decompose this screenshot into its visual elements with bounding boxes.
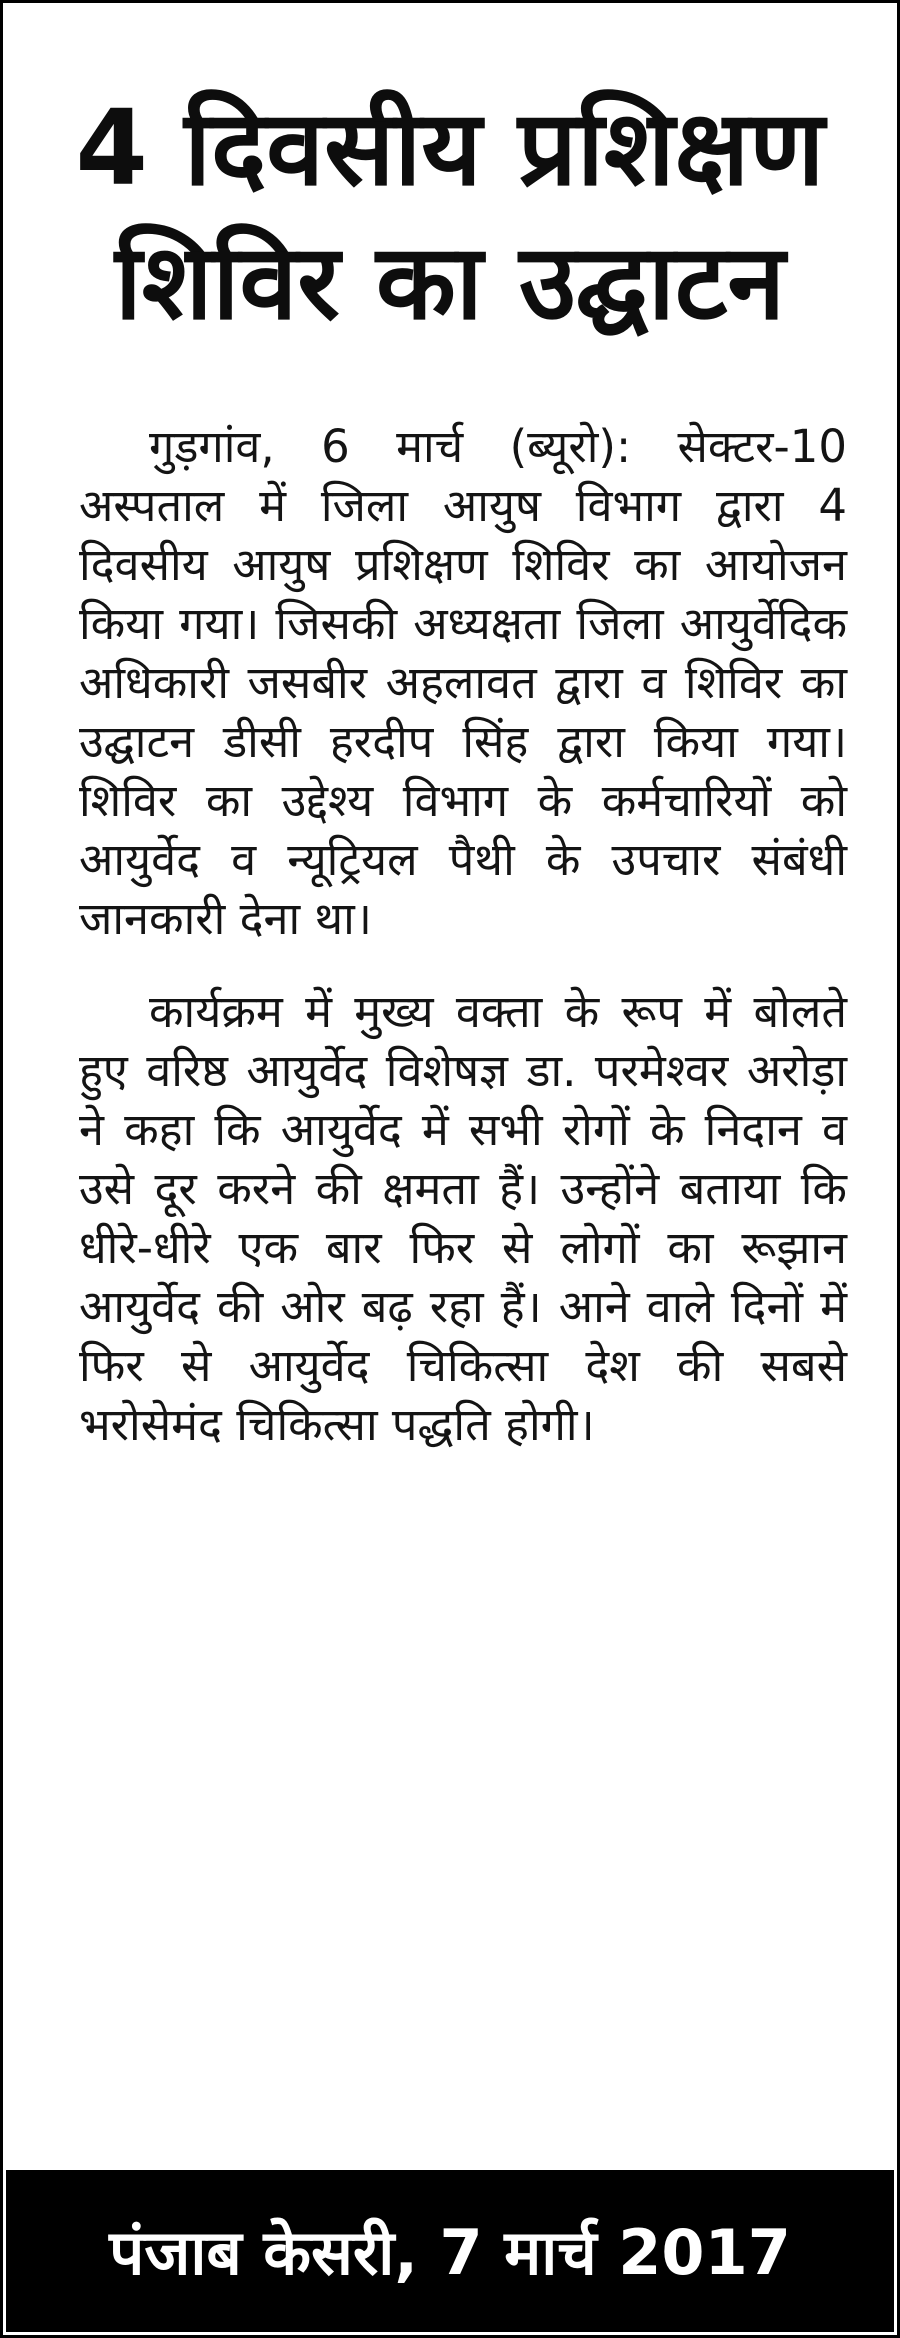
source-line: पंजाब केसरी, 7 मार्च 2017 — [109, 2216, 791, 2289]
headline-line-2: शिविर का उद्घाटन — [114, 221, 786, 343]
source-footer — [6, 2170, 894, 2332]
article-paragraph-1: गुड़गांव, 6 मार्च (ब्यूरो): सेक्टर-10 अस्पताल में जिला आयुष विभाग द्वारा 4 दिवसीय आयुष प्रशिक्षण शिविर का आयोजन किया गया। जिसकी अध्यक्षता जिला आयुर्वेदिक अधिकारी जसबीर अहलावत द्वारा व शिविर का उद्घाटन डीसी हरदीप सिंह द्वारा किया गया। शिविर का उद्देश्य विभाग के कर्मचारियों को आयुर्वेद व न्यूट्रियल पैथी के उपचार संबंधी जानकारी देना था। — [79, 420, 847, 945]
article-body — [79, 417, 847, 1454]
headline-line-1: 4 दिवसीय प्रशिक्षण — [75, 87, 825, 209]
article-paragraph-2: कार्यक्रम में मुख्य वक्ता के रूप में बोलते हुए वरिष्ठ आयुर्वेद विशेषज्ञ डा. परमेश्वर अरोड़ा ने कहा कि आयुर्वेद में सभी रोगों के निदान व उसे दूर करने की क्षमता हैं। उन्होंने बताया कि धीरे-धीरे एक बार फिर से लोगों का रूझान आयुर्वेद की ओर बढ़ रहा हैं। आने वाले दिनों में फिर से आयुर्वेद चिकित्सा देश की सबसे भरोसेमंद चिकित्सा पद्धति होगी। — [79, 985, 847, 1451]
headline — [33, 81, 867, 349]
